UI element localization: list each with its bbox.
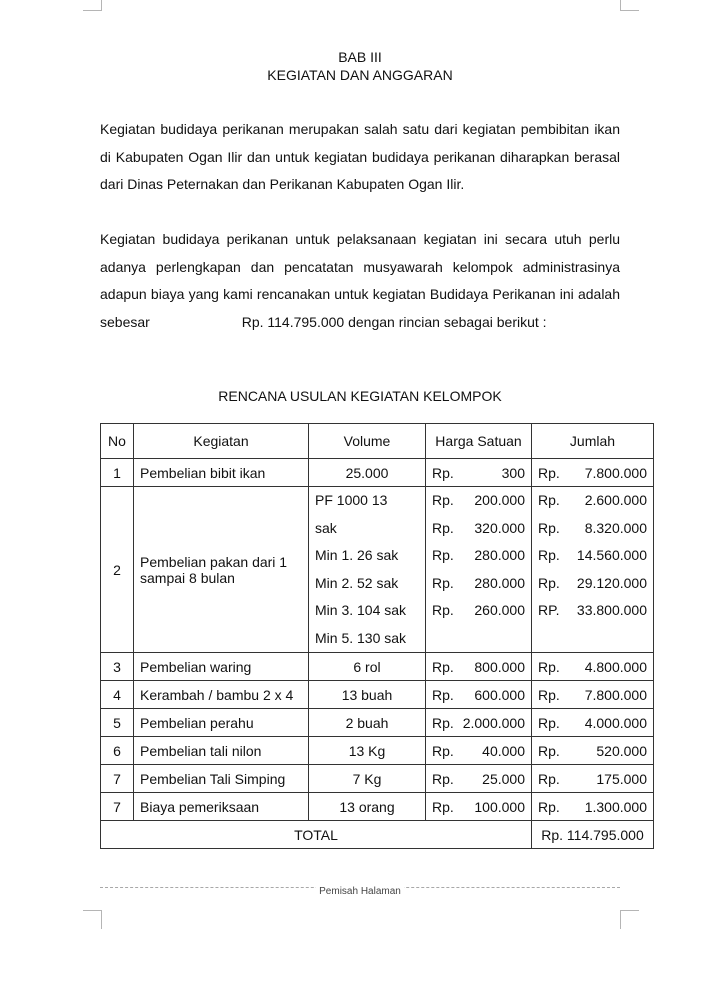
amount: 280.000 [474, 574, 525, 591]
cell-kegiatan: Pembelian tali nilon [134, 737, 309, 765]
page-break [100, 881, 620, 897]
cell-jumlah [532, 681, 654, 709]
table-row [101, 681, 654, 709]
amount: 7.800.000 [584, 686, 647, 703]
currency: Rp. [432, 602, 454, 618]
currency: Rp. [432, 714, 454, 731]
cell-kegiatan: Pembelian bibit ikan [134, 459, 309, 487]
currency: Rp. [432, 519, 454, 536]
amount: 100.000 [474, 798, 525, 815]
cell-volume: 7 Kg [309, 765, 426, 793]
header-kegiatan: Kegiatan [134, 424, 309, 459]
page-break-label: Pemisah Halaman [316, 886, 404, 897]
currency: Rp. [538, 714, 560, 731]
total-line [538, 515, 647, 543]
currency: Rp. [538, 574, 560, 591]
currency: Rp. [432, 770, 454, 787]
amount: 175.000 [596, 770, 647, 787]
currency: Rp. [538, 519, 560, 536]
paragraph-budget-amount: Rp. 114.795.000 dengan rincian sebagai berikut : [241, 313, 547, 330]
page-corner-mark [620, 910, 639, 929]
cell-volume [309, 487, 426, 653]
total-value: Rp. 114.795.000 [532, 821, 654, 849]
cell-harga [426, 459, 532, 487]
cell-kegiatan: Pembelian pakan dari 1 sampai 8 bulan [134, 487, 309, 653]
header-harga: Harga Satuan [426, 424, 532, 459]
amount: 800.000 [474, 658, 525, 675]
cell-no: 5 [101, 709, 134, 737]
currency: Rp. [538, 464, 560, 481]
amount: 600.000 [474, 686, 525, 703]
amount: 300 [501, 464, 525, 481]
volume-line: Min 1. 26 sak [315, 547, 399, 563]
cell-harga [426, 765, 532, 793]
budget-table [100, 423, 654, 849]
cell-no: 7 [101, 793, 134, 821]
cell-no: 1 [101, 459, 134, 487]
price-line [432, 542, 525, 570]
page-corner-mark [83, 910, 102, 929]
page-corner-mark [620, 0, 639, 11]
chapter-number: BAB III [338, 49, 382, 65]
currency: Rp. [538, 742, 560, 759]
cell-harga [426, 487, 532, 653]
currency: Rp. [538, 492, 560, 508]
volume-line: Min 3. 104 sak [315, 602, 407, 618]
amount: 2.000.000 [462, 714, 525, 731]
page-corner-mark [83, 0, 102, 11]
amount: 2.600.000 [584, 492, 647, 508]
price-line [432, 597, 525, 625]
amount: 4.800.000 [584, 658, 647, 675]
table-row [101, 765, 654, 793]
cell-harga [426, 793, 532, 821]
cell-kegiatan: Biaya pemeriksaan [134, 793, 309, 821]
total-line [538, 570, 647, 598]
price-line-empty [432, 625, 525, 653]
table-title: RENCANA USULAN KEGIATAN KELOMPOK [218, 388, 502, 404]
cell-jumlah [532, 653, 654, 681]
currency: RP. [538, 602, 560, 618]
cell-no: 6 [101, 737, 134, 765]
cell-harga [426, 681, 532, 709]
cell-volume: 13 Kg [309, 737, 426, 765]
cell-kegiatan: Pembelian waring [134, 653, 309, 681]
currency: Rp. [432, 492, 454, 508]
currency: Rp. [432, 574, 454, 591]
volume-line: Min 2. 52 sak [315, 574, 399, 591]
amount: 260.000 [474, 602, 525, 618]
volume-line: Min 5. 130 sak [315, 629, 407, 646]
paragraph-budget [100, 226, 620, 336]
cell-no: 4 [101, 681, 134, 709]
cell-volume: 2 buah [309, 709, 426, 737]
table-total-row [101, 821, 654, 849]
volume-line: sak [315, 519, 337, 536]
amount: 40.000 [482, 742, 525, 759]
cell-no: 3 [101, 653, 134, 681]
cell-harga [426, 737, 532, 765]
header-no: No [101, 424, 134, 459]
amount: 4.000.000 [584, 714, 647, 731]
chapter-title: KEGIATAN DAN ANGGARAN [267, 67, 453, 83]
table-row [101, 737, 654, 765]
price-line [432, 487, 525, 515]
amount: 200.000 [474, 492, 525, 508]
table-row [101, 459, 654, 487]
total-line [538, 542, 647, 570]
table-row [101, 793, 654, 821]
cell-kegiatan: Kerambah / bambu 2 x 4 [134, 681, 309, 709]
header-volume: Volume [309, 424, 426, 459]
amount: 320.000 [474, 519, 525, 536]
paragraph-budget-text: Kegiatan budidaya perikanan untuk pelaksanaan kegiatan ini secara utuh perlu adanya perlengkapan dan pencatatan musyawarah kelompok administrasinya adapun biaya yang kami rencanakan untuk kegiatan Budidaya Perikanan ini adalah sebesar [100, 231, 620, 330]
currency: Rp. [538, 547, 560, 563]
currency: Rp. [432, 742, 454, 759]
amount: 29.120.000 [576, 574, 647, 591]
paragraph-intro: Kegiatan budidaya perikanan merupakan salah satu dari kegiatan pembibitan ikan di Kabupaten Ogan Ilir dan untuk kegiatan budidaya perikanan diharapkan berasal dari Dinas Peternakan dan Perikanan Kabupaten Ogan Ilir. [100, 121, 620, 192]
cell-kegiatan: Pembelian Tali Simping [134, 765, 309, 793]
currency: Rp. [538, 658, 560, 675]
cell-no: 2 [101, 487, 134, 653]
table-row [101, 709, 654, 737]
cell-jumlah [532, 737, 654, 765]
cell-jumlah [532, 765, 654, 793]
cell-harga [426, 709, 532, 737]
table-row [101, 653, 654, 681]
currency: Rp. [432, 658, 454, 675]
total-line [538, 597, 647, 625]
amount: 1.300.000 [584, 798, 647, 815]
amount: 8.320.000 [584, 519, 647, 536]
cell-volume: 6 rol [309, 653, 426, 681]
cell-volume: 13 orang [309, 793, 426, 821]
cell-jumlah [532, 793, 654, 821]
currency: Rp. [432, 547, 454, 563]
cell-jumlah [532, 487, 654, 653]
volume-line: PF 1000 13 [315, 492, 388, 508]
total-line [538, 487, 647, 515]
amount: 25.000 [482, 770, 525, 787]
cell-harga [426, 653, 532, 681]
cell-jumlah [532, 459, 654, 487]
price-line [432, 570, 525, 598]
currency: Rp. [432, 686, 454, 703]
total-line-empty [538, 625, 647, 653]
total-label: TOTAL [101, 821, 532, 849]
table-header-row [101, 424, 654, 459]
currency: Rp. [538, 798, 560, 815]
header-jumlah: Jumlah [532, 424, 654, 459]
amount: 7.800.000 [584, 464, 647, 481]
cell-no: 7 [101, 765, 134, 793]
cell-kegiatan: Pembelian perahu [134, 709, 309, 737]
currency: Rp. [432, 464, 454, 481]
price-line [432, 515, 525, 543]
currency: Rp. [538, 770, 560, 787]
currency: Rp. [538, 686, 560, 703]
cell-volume: 25.000 [309, 459, 426, 487]
amount: 14.560.000 [576, 547, 647, 563]
cell-jumlah [532, 709, 654, 737]
currency: Rp. [432, 798, 454, 815]
table-row-feed [101, 487, 654, 653]
amount: 520.000 [596, 742, 647, 759]
cell-volume: 13 buah [309, 681, 426, 709]
amount: 280.000 [474, 547, 525, 563]
amount: 33.800.000 [576, 602, 647, 618]
